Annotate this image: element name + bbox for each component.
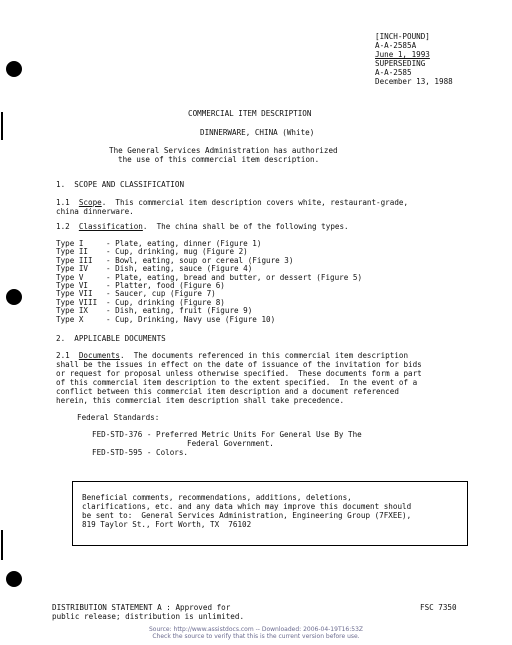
comments-box — [72, 481, 468, 546]
classification-text: . The china shall be of the following types. — [142, 222, 349, 231]
binder-hole-bottom — [6, 571, 22, 587]
documents-line-2: shall be the issues in effect on the date of issuance of the invitation for bids — [56, 360, 422, 369]
type-code: Type II — [56, 247, 89, 257]
distribution-statement: DISTRIBUTION STATEMENT A : Approved for — [52, 603, 231, 612]
fsc-code: FSC 7350 — [420, 603, 457, 612]
documents-line-4: of this commercial item description to the extent specified. In the event of a — [56, 378, 418, 387]
federal-standards-heading: Federal Standards: — [77, 413, 160, 422]
type-description: - Plate, eating, bread and butter, or dessert (Figure 5) — [106, 272, 363, 282]
distribution-statement-line-2: public release; distribution is unlimited. — [52, 612, 245, 621]
comments-line-4: 819 Taylor St., Fort Worth, TX 76102 — [82, 520, 252, 529]
type-code: Type IX — [56, 306, 89, 316]
standard-376: FED-STD-376 - Preferred Metric Units For General Use By The — [92, 430, 362, 439]
classification-label: Classification — [78, 222, 143, 231]
section-2-heading: 2. APPLICABLE DOCUMENTS — [56, 334, 166, 343]
type-description: - Platter, food (Figure 6) — [106, 280, 225, 290]
source-line: Source: http://www.assistdocs.com -- Downloaded: 2006-04-19T16:53Z — [148, 626, 364, 633]
type-code: Type IV — [56, 264, 89, 274]
authorization-line-1: The General Services Administration has authorized — [109, 146, 338, 155]
document-subtitle: DINNERWARE, CHINA (White) — [200, 128, 315, 137]
binder-hole-middle — [6, 289, 22, 305]
authorization-line-2: the use of this commercial item description. — [118, 155, 320, 164]
scope-text: . This commercial item description covers white, restaurant-grade, — [101, 198, 409, 207]
type-description: - Dish, eating, fruit (Figure 9) — [106, 306, 253, 316]
type-code: Type X — [56, 314, 84, 324]
type-description: - Plate, eating, dinner (Figure 1) — [106, 239, 262, 248]
documents-line-3: or request for proposal unless otherwise specified. These documents form a part — [56, 369, 422, 378]
type-description: - Cup, drinking, mug (Figure 2) — [106, 247, 248, 257]
binder-hole-top — [6, 61, 22, 77]
document-date: June 1, 1993 — [375, 50, 430, 59]
standard-595: FED-STD-595 - Colors. — [92, 448, 189, 457]
list-item — [56, 316, 476, 324]
section-1-heading: 1. SCOPE AND CLASSIFICATION — [56, 180, 185, 189]
type-description: - Saucer, cup (Figure 7) — [106, 289, 216, 299]
type-code: Type III — [56, 255, 93, 265]
type-code: Type VI — [56, 280, 89, 290]
type-code: Type V — [56, 272, 84, 282]
classification-paragraph — [56, 223, 349, 231]
superseded-date: December 13, 1988 — [375, 77, 453, 86]
documents-number: 2.1 — [56, 351, 79, 360]
type-list — [56, 240, 476, 324]
type-code: Type I — [56, 239, 84, 248]
type-code: Type VII — [56, 289, 93, 299]
superseded-id: A-A-2585 — [375, 68, 412, 77]
type-description: - Cup, drinking (Figure 8) — [106, 297, 225, 307]
standard-376-continued: Federal Government. — [187, 439, 274, 448]
scope-number: 1.1 — [56, 198, 79, 207]
documents-line-6: herein, this commercial item description shall take precedence. — [56, 396, 345, 405]
margin-mark-top — [1, 112, 3, 140]
document-id: A-A-2585A — [375, 41, 417, 50]
type-code: Type VIII — [56, 297, 98, 307]
scope-label: Scope — [78, 198, 102, 207]
documents-text: . The documents referenced in this commercial item description — [120, 351, 409, 360]
scope-paragraph-line-2: china dinnerware. — [56, 207, 134, 216]
documents-label: Documents — [78, 351, 121, 360]
comments-line-3: be sent to: General Services Administration, Engineering Group (7FXEE), — [82, 511, 412, 520]
comments-line-2: clarifications, etc. and any data which may improve this document should — [82, 502, 412, 511]
type-description: - Dish, eating, sauce (Figure 4) — [106, 264, 253, 274]
comments-line-1: Beneficial comments, recommendations, additions, deletions, — [82, 493, 352, 502]
documents-line-5: conflict between this commercial item description and a document referenced — [56, 387, 399, 396]
margin-mark-bottom — [1, 530, 3, 560]
type-description: - Bowl, eating, soup or cereal (Figure 3) — [106, 255, 294, 265]
document-title: COMMERCIAL ITEM DESCRIPTION — [188, 109, 312, 118]
superseding-label: SUPERSEDING — [375, 59, 426, 68]
inch-pound-label: [INCH-POUND] — [375, 32, 430, 41]
type-description: - Cup, Drinking, Navy use (Figure 10) — [106, 314, 276, 324]
verify-line: Check the source to verify that this is the current version before use. — [152, 633, 360, 640]
classification-number: 1.2 — [56, 222, 79, 231]
